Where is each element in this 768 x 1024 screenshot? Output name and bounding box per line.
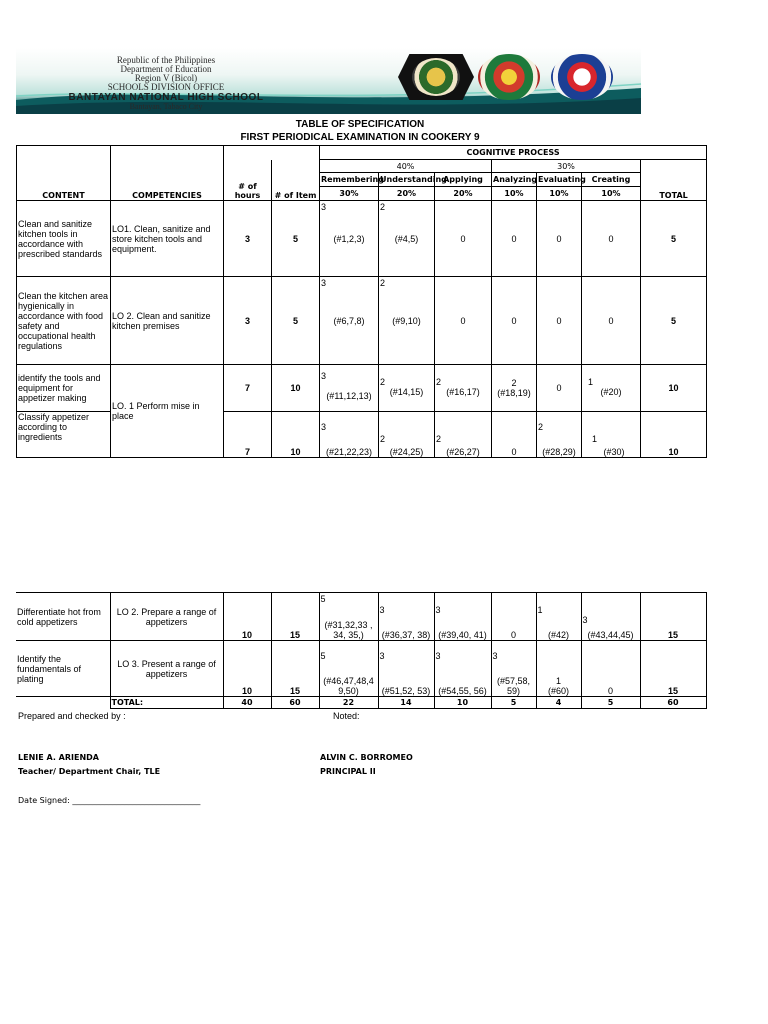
deped-seal-logo	[551, 54, 613, 100]
evaluating-header: Evaluating	[537, 173, 582, 187]
hours-cell: 10	[223, 641, 271, 697]
competency-cell: LO. 1 Perform mise in place	[111, 365, 224, 458]
competency-cell: LO 2. Clean and sanitize kitchen premises	[111, 277, 224, 365]
total-cell: 10	[641, 365, 707, 412]
remembering-cell: 3 (#21,22,23)	[320, 412, 379, 458]
creating-header: Creating	[582, 173, 641, 187]
items-cell: 10	[272, 365, 320, 412]
content-cell: Differentiate hot from cold appetizers	[16, 593, 110, 641]
total-understanding: 14	[378, 697, 434, 709]
remembering-cell: 3 (#1,2,3)	[320, 201, 379, 277]
total-cell: 5	[641, 277, 707, 365]
noted-label: Noted:	[333, 711, 360, 721]
creating-cell: 0	[582, 201, 641, 277]
applying-cell: 3 (#39,40, 41)	[434, 593, 491, 641]
items-cell: 15	[271, 641, 319, 697]
total-items: 60	[271, 697, 319, 709]
document-title: TABLE OF SPECIFICATION	[295, 119, 425, 130]
analyzing-cell: 0	[492, 201, 537, 277]
evaluating-percent: 10%	[537, 187, 582, 201]
total-creating: 5	[581, 697, 640, 709]
hours-cell: 3	[224, 201, 272, 277]
evaluating-cell: 2 (#28,29)	[537, 412, 582, 458]
region-line: Region V (Bicol)	[134, 73, 198, 83]
date-signed-line: Date Signed: ________________________________	[18, 796, 201, 805]
understanding-header: Understanding	[379, 173, 435, 187]
hours-cell: 3	[224, 277, 272, 365]
percent-30-header: 30%	[492, 160, 641, 173]
table-row	[17, 365, 707, 412]
division-line: SCHOOLS DIVISION OFFICE	[107, 82, 225, 92]
creating-cell: 0	[581, 641, 640, 697]
analyzing-cell: 2 (#18,19)	[492, 365, 537, 412]
applying-cell: 2 (#16,17)	[435, 365, 492, 412]
school-address: Bantayan, Tabaco City	[129, 102, 203, 111]
analyzing-cell: 0	[492, 277, 537, 365]
understanding-cell: 2 (#9,10)	[379, 277, 435, 365]
items-cell: 5	[272, 201, 320, 277]
understanding-percent: 20%	[379, 187, 435, 201]
total-cell: 15	[640, 593, 706, 641]
principal-name: ALVIN C. BORROMEO	[320, 753, 413, 762]
document-subtitle: FIRST PERIODICAL EXAMINATION IN COOKERY 9	[240, 132, 480, 143]
letterhead-banner	[16, 48, 641, 114]
evaluating-cell: 1 (#42)	[536, 593, 581, 641]
analyzing-header: Analyzing	[492, 173, 537, 187]
school-name: BANTAYAN NATIONAL HIGH SCHOOL	[68, 92, 264, 103]
percent-40-header: 40%	[320, 160, 492, 173]
items-cell: 5	[272, 277, 320, 365]
evaluating-cell: 0	[537, 201, 582, 277]
total-evaluating: 4	[536, 697, 581, 709]
competencies-header: COMPETENCIES	[111, 146, 224, 201]
creating-cell: 1 (#30)	[582, 412, 641, 458]
hours-cell: 7	[224, 365, 272, 412]
hours-cell: 10	[223, 593, 271, 641]
creating-cell: 0	[582, 277, 641, 365]
total-cell: 15	[640, 641, 706, 697]
totals-row	[16, 697, 706, 709]
creating-cell: 1 (#20)	[582, 365, 641, 412]
applying-cell: 2 (#26,27)	[435, 412, 492, 458]
understanding-cell: 2 (#14,15)	[379, 365, 435, 412]
applying-header: Applying	[435, 173, 492, 187]
remembering-header: Remembering	[320, 173, 379, 187]
remembering-cell: 5 (#31,32,33 , 34, 35,)	[319, 593, 378, 641]
competency-cell: LO 2. Prepare a range of appetizers	[110, 593, 223, 641]
totals-label: TOTAL:	[110, 697, 223, 709]
analyzing-cell: 3 (#57,58, 59)	[491, 641, 536, 697]
analyzing-cell: 0	[492, 412, 537, 458]
total-header: TOTAL	[641, 160, 707, 201]
applying-cell: 0	[435, 201, 492, 277]
remembering-percent: 30%	[320, 187, 379, 201]
evaluating-cell: 0	[537, 365, 582, 412]
hours-cell: 7	[224, 412, 272, 458]
teacher-name: LENIE A. ARIENDA	[18, 753, 99, 762]
total-applying: 10	[434, 697, 491, 709]
items-cell: 15	[271, 593, 319, 641]
cognitive-process-header: COGNITIVE PROCESS	[320, 146, 707, 160]
table-row	[16, 641, 706, 697]
creating-cell: 3 (#43,44,45)	[581, 593, 640, 641]
competency-cell: LO1. Clean, sanitize and store kitchen tools and equipment.	[111, 201, 224, 277]
understanding-cell: 3 (#36,37, 38)	[378, 593, 434, 641]
remembering-cell: 3 (#11,12,13)	[320, 365, 379, 412]
hours-header: # of hours	[224, 160, 272, 201]
content-header: CONTENT	[17, 146, 111, 201]
content-cell: Identify the fundamentals of plating	[16, 641, 110, 697]
creating-percent: 10%	[582, 187, 641, 201]
applying-percent: 20%	[435, 187, 492, 201]
table-row	[17, 201, 707, 277]
principal-role: PRINCIPAL II	[320, 767, 376, 776]
understanding-cell: 2 (#24,25)	[379, 412, 435, 458]
understanding-cell: 2 (#4,5)	[379, 201, 435, 277]
republic-line: Republic of the Philippines	[116, 55, 216, 65]
total-cell: 5	[641, 201, 707, 277]
letterhead-text	[46, 56, 286, 111]
understanding-cell: 3 (#51,52, 53)	[378, 641, 434, 697]
total-analyzing: 5	[491, 697, 536, 709]
total-cell: 10	[641, 412, 707, 458]
specification-table-continued	[16, 592, 707, 709]
competency-cell: LO 3. Present a range of appetizers	[110, 641, 223, 697]
prepared-by-label: Prepared and checked by :	[18, 711, 126, 721]
content-cell: Clean the kitchen area hygienically in accordance with food safety and occupational health regulations	[17, 277, 111, 365]
total-hours: 40	[223, 697, 271, 709]
evaluating-cell: 0	[537, 277, 582, 365]
content-cell: Classify appetizer according to ingredients	[17, 412, 111, 458]
remembering-cell: 5 (#46,47,48,4 9,50)	[319, 641, 378, 697]
deped-line: Department of Education	[120, 64, 212, 74]
analyzing-cell: 0	[491, 593, 536, 641]
applying-cell: 3 (#54,55, 56)	[434, 641, 491, 697]
specification-table	[16, 145, 707, 458]
teacher-role: Teacher/ Department Chair, TLE	[18, 767, 161, 776]
items-header: # of Item	[272, 160, 320, 201]
analyzing-percent: 10%	[492, 187, 537, 201]
table-row	[17, 277, 707, 365]
evaluating-cell: 1 (#60)	[536, 641, 581, 697]
content-cell: Clean and sanitize kitchen tools in accordance with prescribed standards	[17, 201, 111, 277]
total-remembering: 22	[319, 697, 378, 709]
content-cell: identify the tools and equipment for appetizer making	[17, 365, 111, 412]
remembering-cell: 3 (#6,7,8)	[320, 277, 379, 365]
applying-cell: 0	[435, 277, 492, 365]
grand-total: 60	[640, 697, 706, 709]
items-cell: 10	[272, 412, 320, 458]
table-row	[16, 593, 706, 641]
school-seal-logo	[398, 54, 474, 100]
division-seal-logo	[478, 54, 540, 100]
